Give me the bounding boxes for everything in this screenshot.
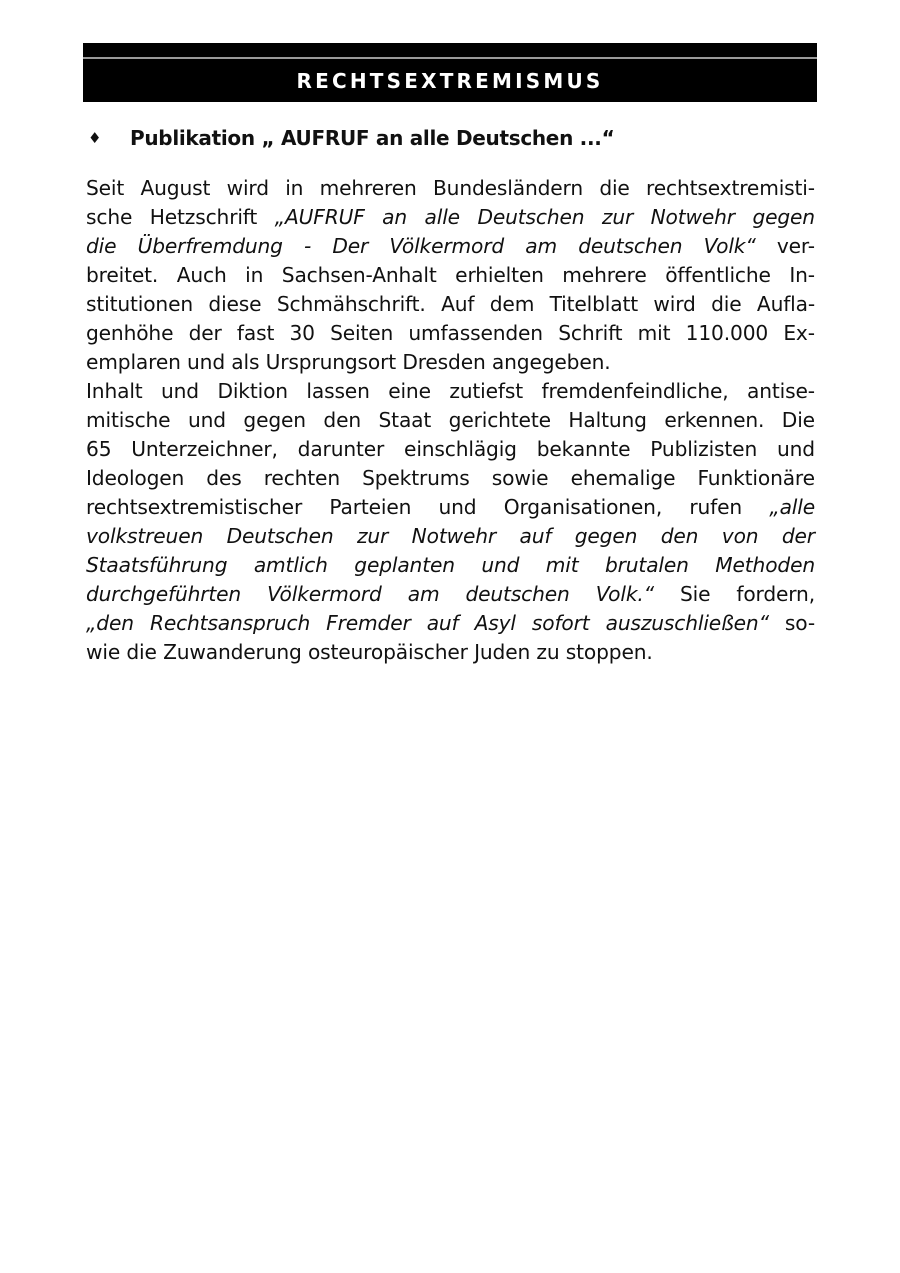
body-word: mehrere — [562, 263, 647, 287]
body-word: mit — [637, 321, 671, 345]
italic-quote-word: „den — [86, 611, 134, 635]
body-text-line — [86, 551, 815, 580]
body-text-line — [86, 493, 815, 522]
body-word: lassen — [306, 379, 370, 403]
italic-quote-word: auf — [426, 611, 459, 635]
italic-quote-word: gegen — [574, 524, 638, 548]
diamond-bullet-icon: ♦ — [88, 129, 102, 147]
italic-quote-word: an — [382, 205, 408, 229]
italic-quote-word: - — [304, 234, 312, 258]
body-word: osteuropäischer — [307, 640, 468, 664]
section-header-bar — [83, 43, 817, 102]
body-word: gerichtete — [448, 408, 551, 432]
body-word: emplaren — [86, 350, 181, 374]
body-text-line — [86, 203, 815, 232]
italic-quote-word: gegen — [752, 205, 815, 229]
body-text-line — [86, 290, 815, 319]
body-text-line — [86, 522, 815, 551]
body-word: Ursprungsort — [265, 350, 397, 374]
body-text-line — [86, 435, 815, 464]
body-word: Zuwanderung — [163, 640, 302, 664]
italic-quote-word: alle — [424, 205, 460, 229]
body-word: dem — [489, 292, 535, 316]
body-word: Juden — [474, 640, 531, 664]
body-word: die — [599, 176, 630, 200]
body-word: diese — [208, 292, 262, 316]
italic-quote-word: mit — [545, 553, 579, 577]
body-word: Schmähschrift. — [276, 292, 426, 316]
body-word: Haltung — [568, 408, 647, 432]
body-word: Publizisten — [650, 437, 758, 461]
italic-quote-word: Volk.“ — [595, 582, 654, 606]
header-top-band — [83, 43, 817, 57]
italic-quote-word: Staatsführung — [86, 553, 228, 577]
body-word: 65 — [86, 437, 112, 461]
body-word: die — [126, 640, 157, 664]
body-text-line — [86, 174, 815, 203]
body-word: 30 — [289, 321, 315, 345]
body-word: eine — [388, 379, 431, 403]
body-word: Diktion — [217, 379, 288, 403]
body-word: der — [188, 321, 222, 345]
italic-quote-word: Methoden — [715, 553, 815, 577]
italic-quote-word: deutschen — [578, 234, 683, 258]
italic-quote-word: Asyl — [474, 611, 516, 635]
body-word: Funktionäre — [697, 466, 815, 490]
italic-quote-word: Fremder — [326, 611, 411, 635]
body-word: Inhalt — [86, 379, 143, 403]
body-word: Seiten — [330, 321, 394, 345]
body-word: fremdenfeindliche, — [541, 379, 729, 403]
body-word: Spektrums — [362, 466, 470, 490]
body-word: Ideologen — [86, 466, 185, 490]
body-text-line — [86, 638, 815, 667]
italic-quote-word: durchgeführten — [86, 582, 242, 606]
italic-quote-word: Notwehr — [411, 524, 497, 548]
italic-quote-word: Überfremdung — [137, 234, 283, 258]
italic-quote-word: am — [525, 234, 558, 258]
body-word: sche — [86, 205, 133, 229]
body-word: rechtsextremistischer — [86, 495, 303, 519]
body-word: Hetzschrift — [149, 205, 258, 229]
body-text-line — [86, 609, 815, 638]
body-text-line — [86, 406, 815, 435]
body-word: zu — [536, 640, 560, 664]
italic-quote-word: Notwehr — [650, 205, 735, 229]
italic-quote-word: Deutschen — [477, 205, 585, 229]
body-word: 110.000 — [685, 321, 769, 345]
body-word: Auch — [176, 263, 227, 287]
body-word: öffentliche — [665, 263, 771, 287]
italic-quote-word: der — [781, 524, 815, 548]
body-word: breitet. — [86, 263, 159, 287]
italic-quote-word: die — [86, 234, 117, 258]
section-heading-text: Publikation „ AUFRUF an alle Deutschen ...“ — [130, 126, 615, 150]
body-word: umfassenden — [408, 321, 543, 345]
body-word: so- — [784, 611, 815, 635]
header-title-band — [83, 59, 817, 102]
body-text-line — [86, 232, 815, 261]
italic-quote-word: auf — [519, 524, 552, 548]
body-word: wie — [86, 640, 121, 664]
body-word: wird — [226, 176, 269, 200]
body-word: Sachsen-Anhalt — [281, 263, 437, 287]
body-word: als — [231, 350, 260, 374]
body-paragraphs — [86, 174, 815, 667]
italic-quote-word: Völkermord — [267, 582, 382, 606]
body-word: zutiefst — [449, 379, 524, 403]
body-word: und — [438, 495, 477, 519]
body-word: rechten — [263, 466, 340, 490]
body-word: mitische — [86, 408, 171, 432]
body-word: und — [187, 350, 225, 374]
italic-quote-word: geplanten — [354, 553, 455, 577]
body-word: stitutionen — [86, 292, 193, 316]
italic-quote-word: sofort — [531, 611, 590, 635]
body-word: Bundesländern — [432, 176, 583, 200]
body-word: genhöhe — [86, 321, 174, 345]
body-word: ehemalige — [570, 466, 676, 490]
body-text-line — [86, 319, 815, 348]
body-word: Dresden — [402, 350, 486, 374]
body-word: gegen — [243, 408, 306, 432]
body-word: stoppen. — [565, 640, 653, 664]
body-word: fordern, — [736, 582, 815, 606]
body-word: Organisationen, — [503, 495, 663, 519]
body-text-line — [86, 348, 815, 377]
section-heading — [88, 126, 614, 150]
body-word: in — [285, 176, 304, 200]
body-word: den — [323, 408, 362, 432]
body-word: Titelblatt — [549, 292, 639, 316]
body-word: Seit — [86, 176, 125, 200]
body-word: Schrift — [558, 321, 623, 345]
italic-quote-word: „AUFRUF — [274, 205, 365, 229]
body-word: darunter — [297, 437, 385, 461]
body-word: erkennen. — [664, 408, 765, 432]
body-word: Die — [781, 408, 815, 432]
body-word: die — [711, 292, 742, 316]
body-word: des — [206, 466, 242, 490]
header-title: RECHTSEXTREMISMUS — [296, 68, 604, 93]
italic-quote-word: zur — [601, 205, 634, 229]
body-word: einschlägig — [404, 437, 517, 461]
body-word: und — [776, 437, 815, 461]
body-text-line — [86, 580, 815, 609]
italic-quote-word: Völkermord — [389, 234, 505, 258]
body-word: Parteien — [329, 495, 412, 519]
body-word: erhielten — [455, 263, 544, 287]
body-word: Auf — [441, 292, 475, 316]
italic-quote-word: deutschen — [465, 582, 570, 606]
body-word: und — [187, 408, 226, 432]
body-word: mehreren — [319, 176, 417, 200]
italic-quote-word: von — [721, 524, 759, 548]
italic-quote-word: volkstreuen — [86, 524, 204, 548]
italic-quote-word: Volk“ — [703, 234, 756, 258]
body-text-line — [86, 464, 815, 493]
body-word: Ex- — [783, 321, 815, 345]
italic-quote-word: Deutschen — [226, 524, 334, 548]
italic-quote-word: am — [407, 582, 440, 606]
body-word: Unterzeichner, — [131, 437, 278, 461]
italic-quote-word: brutalen — [604, 553, 689, 577]
body-word: rechtsextremisti- — [646, 176, 815, 200]
body-word: In- — [789, 263, 815, 287]
body-word: antise- — [747, 379, 815, 403]
body-word: Aufla- — [756, 292, 815, 316]
body-word: fast — [236, 321, 275, 345]
italic-quote-word: zur — [356, 524, 389, 548]
italic-quote-word: Der — [332, 234, 369, 258]
italic-quote-word: den — [660, 524, 699, 548]
body-word: ver- — [776, 234, 815, 258]
body-text-line — [86, 261, 815, 290]
italic-quote-word: Rechtsanspruch — [149, 611, 311, 635]
body-word: angegeben. — [491, 350, 611, 374]
body-word: und — [161, 379, 199, 403]
body-word: rufen — [689, 495, 743, 519]
italic-quote-word: „alle — [769, 495, 815, 519]
body-word: sowie — [491, 466, 549, 490]
italic-quote-word: auszuschließen“ — [605, 611, 769, 635]
body-word: in — [245, 263, 264, 287]
body-word: Staat — [378, 408, 432, 432]
italic-quote-word: und — [481, 553, 520, 577]
body-word: August — [140, 176, 211, 200]
body-word: bekannte — [536, 437, 631, 461]
italic-quote-word: amtlich — [253, 553, 328, 577]
body-word: wird — [653, 292, 696, 316]
body-text-line — [86, 377, 815, 406]
body-word: Sie — [679, 582, 711, 606]
